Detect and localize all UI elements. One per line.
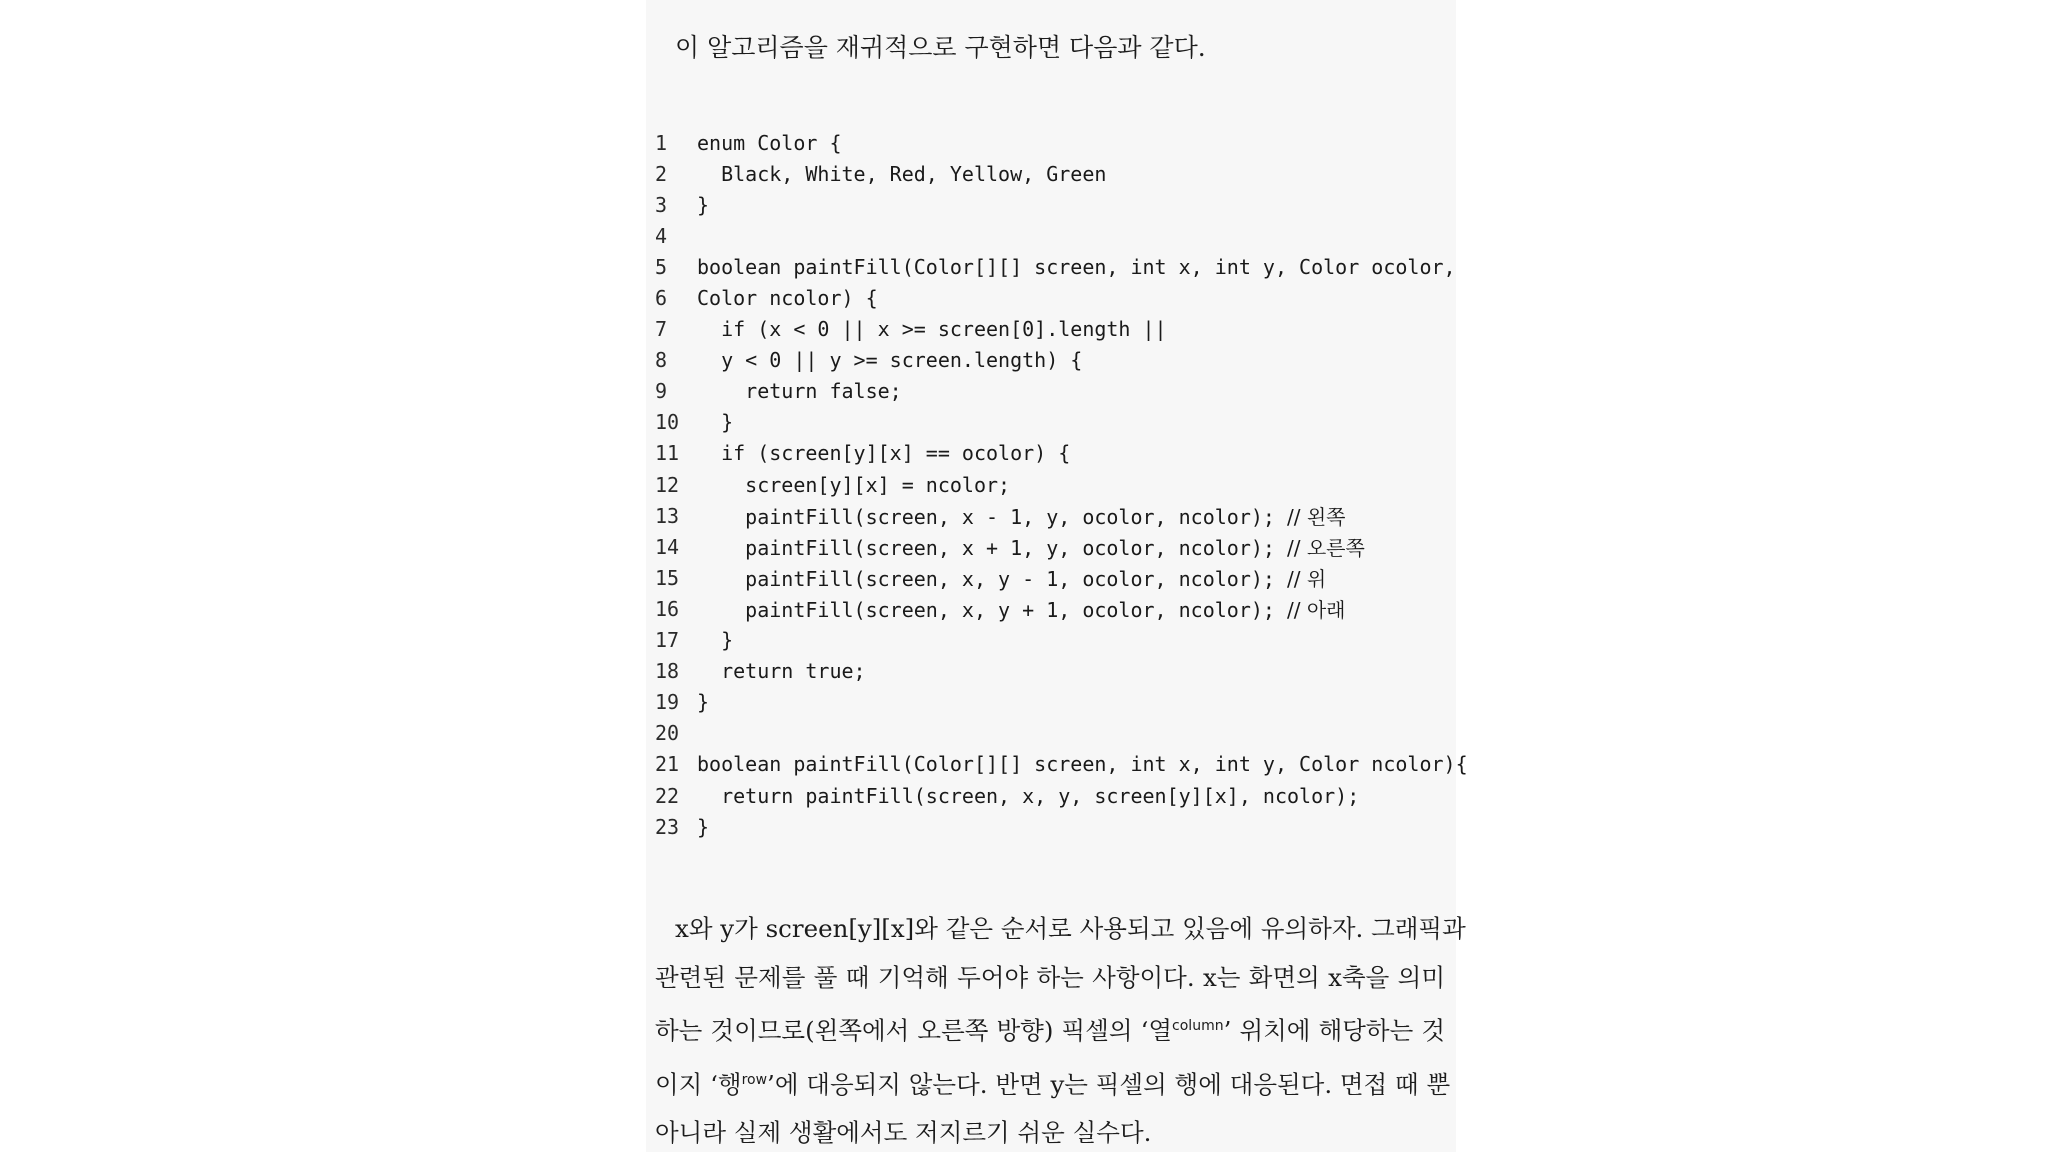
code-statement: if (screen[y][x] == ocolor) { [697,441,1071,466]
code-line [655,438,1468,469]
code-statement: boolean paintFill(Color[][] screen, int x, int y, Color ncolor){ [697,752,1468,777]
line-number: 23 [655,814,680,839]
line-number: 11 [655,441,680,466]
line-number: 14 [655,534,680,559]
code-line [655,656,1468,687]
line-number: 18 [655,659,680,684]
line-number: 4 [655,223,668,248]
code-statement: } [697,628,734,653]
gloss-column: column [1172,1018,1224,1034]
code-statement: screen[y][x] = ncolor; [697,472,1011,497]
line-number: 15 [655,565,680,590]
line-number: 19 [655,690,680,715]
code-line [655,127,1468,158]
code-statement: boolean paintFill(Color[][] screen, int x, int y, Color ocolor, [697,254,1456,279]
code-line [655,780,1468,811]
line-number: 22 [655,783,680,808]
code-text [697,752,1468,776]
code-line [655,220,1468,251]
code-text [697,563,1326,592]
code-line [655,189,1468,220]
code-line [655,282,1468,313]
code-line [655,345,1468,376]
code-comment: // 왼쪽 [1287,505,1346,530]
code-text [697,473,1010,497]
code-text [697,628,733,652]
code-statement: } [697,410,734,435]
code-statement: return true; [697,659,866,684]
code-line [655,593,1468,624]
line-number: 9 [655,379,668,404]
code-comment: // 오른쪽 [1287,536,1365,561]
code-statement: y < 0 || y >= screen.length) { [697,348,1083,373]
code-statement: paintFill(screen, x + 1, y, ocolor, ncolor); [697,536,1288,561]
code-line [655,687,1468,718]
line-number: 3 [655,192,668,217]
code-listing [655,127,1468,842]
paragraph-line: x와 y가 screen[y][x]와 같은 순서로 사용되고 있음에 유의하자. 그래픽과 [675,914,1466,943]
code-line [655,625,1468,656]
paragraph-text: ’ 위치에 해당하는 것 [1223,1016,1445,1045]
code-line [655,562,1468,593]
paragraph-line [655,1056,1451,1110]
code-text [697,286,878,310]
code-line [655,500,1468,531]
code-text [697,659,866,683]
code-text [697,532,1365,561]
line-number: 13 [655,503,680,528]
code-line [655,469,1468,500]
code-statement: enum Color { [697,130,842,155]
paragraph-line [655,1002,1445,1056]
code-statement: Color ncolor) { [697,286,878,311]
line-number: 2 [655,161,668,186]
code-statement: return paintFill(screen, x, y, screen[y][x], ncolor); [697,783,1360,808]
code-statement: paintFill(screen, x, y + 1, ocolor, ncolor); [697,598,1288,623]
intro-sentence: 이 알고리즘을 재귀적으로 구현하면 다음과 같다. [675,33,1206,62]
line-number: 1 [655,130,668,155]
line-number: 7 [655,317,668,342]
code-text [697,193,709,217]
code-text [697,690,709,714]
code-line [655,531,1468,562]
code-text [697,501,1346,530]
line-number: 10 [655,410,680,435]
paragraph-line: 관련된 문제를 풀 때 기억해 두어야 하는 사항이다. x는 화면의 x축을 의미 [655,962,1445,992]
line-number: 17 [655,628,680,653]
code-text [697,410,733,434]
line-number: 12 [655,472,680,497]
paragraph-line: 아니라 실제 생활에서도 저지르기 쉬운 실수다. [655,1118,1152,1147]
line-number: 20 [655,721,680,746]
code-text [697,162,1106,186]
code-statement: paintFill(screen, x - 1, y, ocolor, ncolor); [697,505,1288,530]
paragraph-text: 하는 것이므로(왼쪽에서 오른쪽 방향) 픽셀의 ‘열 [655,1016,1173,1045]
code-text [697,784,1359,808]
code-line [655,749,1468,780]
code-text [697,441,1070,465]
paragraph-text: 이지 ‘행 [655,1069,742,1099]
code-text [697,131,842,155]
explanation-paragraph [655,905,1466,1158]
line-number: 6 [655,286,668,311]
code-comment: // 위 [1287,567,1327,592]
code-statement: if (x < 0 || x >= screen[0].length || [697,317,1167,342]
code-line [655,158,1468,189]
code-text [697,348,1082,372]
code-text [697,379,902,403]
code-line [655,314,1468,345]
code-text [697,815,709,839]
code-statement: Black, White, Red, Yellow, Green [697,161,1107,186]
code-statement: } [697,814,710,839]
code-line [655,407,1468,438]
paragraph-text: ’에 대응되지 않는다. 반면 y는 픽셀의 행에 대응된다. 면접 때 뿐 [767,1069,1451,1099]
code-statement: return false; [697,379,902,404]
line-number: 16 [655,596,680,621]
gloss-row: row [741,1071,768,1088]
code-line [655,251,1468,282]
code-text [697,255,1456,279]
code-text [697,594,1346,623]
code-statement: } [697,690,710,715]
code-line [655,811,1468,842]
code-statement: paintFill(screen, x, y - 1, ocolor, ncolor); [697,567,1288,592]
line-number: 21 [655,752,680,777]
code-comment: // 아래 [1287,598,1346,623]
line-number: 8 [655,348,668,373]
code-statement: } [697,192,710,217]
code-line [655,376,1468,407]
code-line [655,718,1468,749]
line-number: 5 [655,254,668,279]
code-text [697,317,1167,341]
